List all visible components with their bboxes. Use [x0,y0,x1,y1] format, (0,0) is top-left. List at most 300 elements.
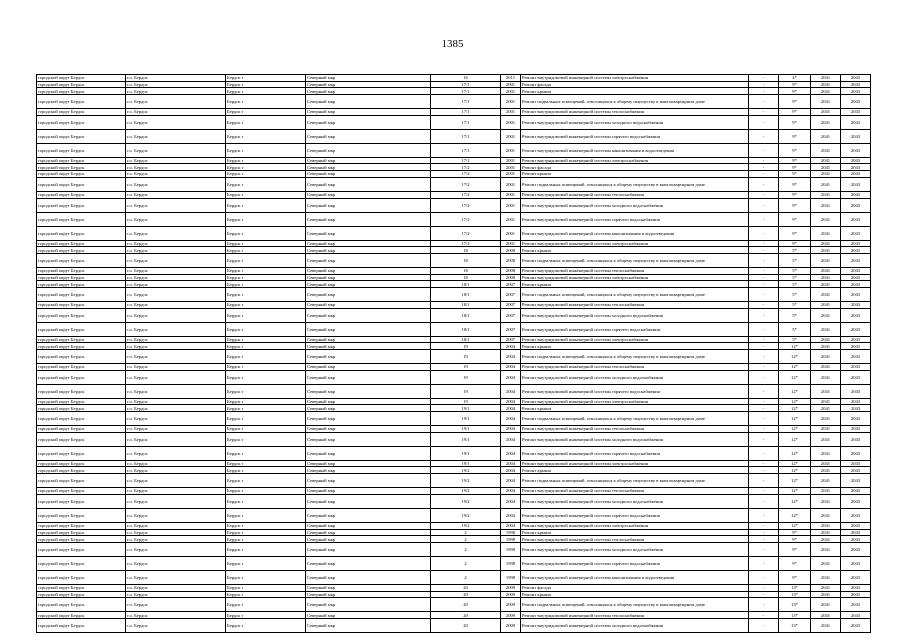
municipality-cell: городской округ Бердск [37,488,126,495]
start-year-cell: 2041 [811,281,841,288]
dash-cell: - [749,529,779,536]
settlement-cell: г.о. Бердск [126,109,226,116]
table-row [37,274,871,281]
dash-cell: - [749,157,779,164]
work-type-cell: Ремонт подвальных помещений, относящихся к общему имуществу в многоквартирном доме [521,350,749,364]
settlement-cell: г.о. Бердск [126,460,226,467]
year-cell: 2001 [501,171,521,178]
street-cell: Северный мкр [306,570,431,584]
house-cell: 2 [431,536,501,543]
city-cell: Бердск г [226,343,306,350]
work-type-cell: Ремонт внутридомовой инженерной системы холодного водоснабжения [521,494,749,508]
end-year-cell: 2043 [841,598,871,612]
settlement-cell: г.о. Бердск [126,253,226,267]
table-row [37,129,871,143]
street-cell: Северный мкр [306,143,431,157]
house-cell: 18 [431,274,501,281]
city-cell: Бердск г [226,398,306,405]
period-cell: 12* [779,446,811,460]
settlement-cell: г.о. Бердск [126,308,226,322]
start-year-cell: 2041 [811,177,841,191]
municipality-cell: городской округ Бердск [37,618,126,632]
house-cell: 19/2 [431,488,501,495]
period-cell: 9* [779,570,811,584]
settlement-cell: г.о. Бердск [126,240,226,247]
city-cell: Бердск г [226,81,306,88]
house-cell: 19/1 [431,460,501,467]
start-year-cell: 2041 [811,536,841,543]
table-row [37,570,871,584]
start-year-cell: 2041 [811,274,841,281]
year-cell: 2008 [501,267,521,274]
table-body [37,75,871,633]
house-cell: 20 [431,584,501,591]
end-year-cell: 2043 [841,177,871,191]
settlement-cell: г.о. Бердск [126,164,226,171]
table-row [37,240,871,247]
house-cell: 2 [431,570,501,584]
table-row [37,81,871,88]
start-year-cell: 2041 [811,364,841,371]
municipality-cell: городской округ Бердск [37,460,126,467]
street-cell: Северный мкр [306,618,431,632]
period-cell: 12* [779,522,811,529]
house-cell: 20 [431,598,501,612]
city-cell: Бердск г [226,522,306,529]
work-type-cell: Ремонт внутридомовой инженерной системы горячего водоснабжения [521,508,749,522]
period-cell: 5* [779,253,811,267]
period-cell: 12* [779,343,811,350]
street-cell: Северный мкр [306,308,431,322]
work-type-cell: Ремонт внутридомовой инженерной системы канализования и водоотведения [521,570,749,584]
work-type-cell: Ремонт внутридомовой инженерной системы холодного водоснабжения [521,308,749,322]
end-year-cell: 2043 [841,287,871,301]
end-year-cell: 2043 [841,253,871,267]
city-cell: Бердск г [226,287,306,301]
house-cell: 19/2 [431,522,501,529]
municipality-cell: городской округ Бердск [37,129,126,143]
street-cell: Северный мкр [306,446,431,460]
city-cell: Бердск г [226,88,306,95]
dash-cell: - [749,542,779,556]
work-type-cell: Ремонт внутридомовой инженерной системы горячего водоснабжения [521,322,749,336]
year-cell: 2004 [501,432,521,446]
dash-cell: - [749,212,779,226]
municipality-cell: городской округ Бердск [37,412,126,426]
dash-cell: - [749,226,779,240]
start-year-cell: 2041 [811,115,841,129]
municipality-cell: городской округ Бердск [37,612,126,619]
dash-cell: - [749,370,779,384]
end-year-cell: 2043 [841,432,871,446]
start-year-cell: 2041 [811,240,841,247]
year-cell: 2004 [501,384,521,398]
settlement-cell: г.о. Бердск [126,426,226,433]
table-row [37,522,871,529]
work-type-cell: Ремонт крыши [521,343,749,350]
start-year-cell: 2041 [811,494,841,508]
dash-cell: - [749,129,779,143]
period-cell: 5* [779,267,811,274]
end-year-cell: 2043 [841,570,871,584]
year-cell: 2004 [501,460,521,467]
end-year-cell: 2043 [841,267,871,274]
work-type-cell: Ремонт внутридомовой инженерной системы теплоснабжения [521,426,749,433]
city-cell: Бердск г [226,618,306,632]
settlement-cell: г.о. Бердск [126,198,226,212]
start-year-cell: 2041 [811,75,841,82]
year-cell: 2001 [501,95,521,109]
table-row [37,143,871,157]
work-type-cell: Ремонт внутридомовой инженерной системы горячего водоснабжения [521,446,749,460]
house-cell: 19 [431,370,501,384]
year-cell: 2004 [501,370,521,384]
work-type-cell: Ремонт подвальных помещений, относящихся к общему имуществу в многоквартирном доме [521,253,749,267]
settlement-cell: г.о. Бердск [126,612,226,619]
street-cell: Северный мкр [306,88,431,95]
table-row [37,398,871,405]
dash-cell: - [749,474,779,488]
start-year-cell: 2041 [811,109,841,116]
table-row [37,343,871,350]
dash-cell: - [749,247,779,254]
start-year-cell: 2041 [811,556,841,570]
work-type-cell: Ремонт внутридомовой инженерной системы теплоснабжения [521,536,749,543]
year-cell: 2001 [501,164,521,171]
municipality-cell: городской округ Бердск [37,198,126,212]
municipality-cell: городской округ Бердск [37,536,126,543]
end-year-cell: 2043 [841,426,871,433]
work-type-cell: Ремонт внутридомовой инженерной системы горячего водоснабжения [521,129,749,143]
street-cell: Северный мкр [306,198,431,212]
dash-cell: - [749,384,779,398]
city-cell: Бердск г [226,474,306,488]
start-year-cell: 2041 [811,95,841,109]
street-cell: Северный мкр [306,584,431,591]
start-year-cell: 2041 [811,618,841,632]
house-cell: 19 [431,343,501,350]
street-cell: Северный мкр [306,253,431,267]
year-cell: 2009 [501,584,521,591]
street-cell: Северный мкр [306,115,431,129]
settlement-cell: г.о. Бердск [126,542,226,556]
street-cell: Северный мкр [306,191,431,198]
work-type-cell: Ремонт внутридомовой инженерной системы теплоснабжения [521,301,749,308]
settlement-cell: г.о. Бердск [126,322,226,336]
house-cell: 19/2 [431,494,501,508]
year-cell: 2004 [501,508,521,522]
start-year-cell: 2041 [811,308,841,322]
settlement-cell: г.о. Бердск [126,570,226,584]
house-cell: 19/1 [431,446,501,460]
year-cell: 2007 [501,336,521,343]
dash-cell: - [749,494,779,508]
table-row [37,267,871,274]
city-cell: Бердск г [226,384,306,398]
dash-cell: - [749,164,779,171]
street-cell: Северный мкр [306,81,431,88]
dash-cell: - [749,522,779,529]
settlement-cell: г.о. Бердск [126,81,226,88]
municipality-cell: городской округ Бердск [37,570,126,584]
table-row [37,281,871,288]
street-cell: Северный мкр [306,129,431,143]
period-cell: 9* [779,556,811,570]
house-cell: 19/2 [431,508,501,522]
start-year-cell: 2041 [811,542,841,556]
city-cell: Бердск г [226,274,306,281]
city-cell: Бердск г [226,129,306,143]
settlement-cell: г.о. Бердск [126,405,226,412]
municipality-cell: городской округ Бердск [37,308,126,322]
settlement-cell: г.о. Бердск [126,157,226,164]
municipality-cell: городской округ Бердск [37,598,126,612]
municipality-cell: городской округ Бердск [37,157,126,164]
house-cell: 18/1 [431,301,501,308]
settlement-cell: г.о. Бердск [126,212,226,226]
end-year-cell: 2043 [841,274,871,281]
dash-cell: - [749,343,779,350]
work-type-cell: Ремонт внутридомовой инженерной системы холодного водоснабжения [521,618,749,632]
start-year-cell: 2041 [811,350,841,364]
dash-cell: - [749,398,779,405]
street-cell: Северный мкр [306,281,431,288]
work-type-cell: Ремонт внутридомовой инженерной системы электроснабжения [521,274,749,281]
settlement-cell: г.о. Бердск [126,364,226,371]
dash-cell: - [749,426,779,433]
year-cell: 2004 [501,522,521,529]
start-year-cell: 2041 [811,522,841,529]
house-cell: 2 [431,529,501,536]
dash-cell: - [749,301,779,308]
city-cell: Бердск г [226,240,306,247]
year-cell: 2004 [501,474,521,488]
city-cell: Бердск г [226,591,306,598]
dash-cell: - [749,488,779,495]
start-year-cell: 2041 [811,212,841,226]
house-cell: 17/1 [431,143,501,157]
municipality-cell: городской округ Бердск [37,212,126,226]
work-type-cell: Ремонт крыши [521,529,749,536]
settlement-cell: г.о. Бердск [126,350,226,364]
work-type-cell: Ремонт крыши [521,281,749,288]
settlement-cell: г.о. Бердск [126,336,226,343]
municipality-cell: городской округ Бердск [37,88,126,95]
municipality-cell: городской округ Бердск [37,336,126,343]
year-cell: 2004 [501,412,521,426]
end-year-cell: 2043 [841,488,871,495]
city-cell: Бердск г [226,612,306,619]
street-cell: Северный мкр [306,226,431,240]
house-cell: 19/2 [431,474,501,488]
work-type-cell: Ремонт внутридомовой инженерной системы электроснабжения [521,398,749,405]
table-row [37,529,871,536]
city-cell: Бердск г [226,350,306,364]
period-cell: 9* [779,157,811,164]
city-cell: Бердск г [226,177,306,191]
year-cell: 2001 [501,81,521,88]
city-cell: Бердск г [226,322,306,336]
settlement-cell: г.о. Бердск [126,281,226,288]
table-row [37,542,871,556]
period-cell: 9* [779,226,811,240]
street-cell: Северный мкр [306,364,431,371]
settlement-cell: г.о. Бердск [126,508,226,522]
street-cell: Северный мкр [306,508,431,522]
table-row [37,405,871,412]
year-cell: 2001 [501,115,521,129]
table-row [37,460,871,467]
year-cell: 2004 [501,343,521,350]
start-year-cell: 2041 [811,267,841,274]
settlement-cell: г.о. Бердск [126,129,226,143]
start-year-cell: 2041 [811,598,841,612]
period-cell: 12* [779,364,811,371]
work-type-cell: Ремонт внутридомовой инженерной системы электроснабжения [521,522,749,529]
settlement-cell: г.о. Бердск [126,115,226,129]
start-year-cell: 2041 [811,426,841,433]
house-cell: 20 [431,612,501,619]
table-row [37,253,871,267]
period-cell: 12* [779,350,811,364]
start-year-cell: 2041 [811,570,841,584]
start-year-cell: 2041 [811,322,841,336]
table-row [37,287,871,301]
period-cell: 12* [779,412,811,426]
end-year-cell: 2043 [841,364,871,371]
house-cell: 18 [431,253,501,267]
work-type-cell: Ремонт подвальных помещений, относящихся к общему имуществу в многоквартирном доме [521,474,749,488]
dash-cell: - [749,143,779,157]
city-cell: Бердск г [226,212,306,226]
start-year-cell: 2041 [811,529,841,536]
year-cell: 2004 [501,350,521,364]
year-cell: 2004 [501,398,521,405]
work-type-cell: Ремонт подвальных помещений, относящихся к общему имуществу в многоквартирном доме [521,412,749,426]
year-cell: 2004 [501,467,521,474]
period-cell: 9* [779,212,811,226]
year-cell: 2009 [501,598,521,612]
city-cell: Бердск г [226,598,306,612]
period-cell: 9* [779,109,811,116]
start-year-cell: 2041 [811,398,841,405]
house-cell: 16 [431,75,501,82]
settlement-cell: г.о. Бердск [126,618,226,632]
dash-cell: - [749,287,779,301]
work-type-cell: Ремонт подвальных помещений, относящихся к общему имуществу в многоквартирном доме [521,598,749,612]
street-cell: Северный мкр [306,177,431,191]
municipality-cell: городской округ Бердск [37,253,126,267]
dash-cell: - [749,253,779,267]
end-year-cell: 2043 [841,240,871,247]
city-cell: Бердск г [226,460,306,467]
city-cell: Бердск г [226,253,306,267]
table-row [37,212,871,226]
period-cell: 9* [779,171,811,178]
dash-cell: - [749,618,779,632]
start-year-cell: 2041 [811,81,841,88]
house-cell: 18/1 [431,287,501,301]
street-cell: Северный мкр [306,287,431,301]
municipality-cell: городской округ Бердск [37,405,126,412]
work-type-cell: Ремонт крыши [521,405,749,412]
work-type-cell: Ремонт фасада [521,164,749,171]
start-year-cell: 2041 [811,301,841,308]
settlement-cell: г.о. Бердск [126,343,226,350]
start-year-cell: 2041 [811,488,841,495]
end-year-cell: 2043 [841,542,871,556]
settlement-cell: г.о. Бердск [126,412,226,426]
municipality-cell: городской округ Бердск [37,109,126,116]
dash-cell: - [749,446,779,460]
period-cell: 9* [779,129,811,143]
house-cell: 17/1 [431,109,501,116]
table-row [37,164,871,171]
municipality-cell: городской округ Бердск [37,350,126,364]
dash-cell: - [749,570,779,584]
municipality-cell: городской округ Бердск [37,247,126,254]
settlement-cell: г.о. Бердск [126,301,226,308]
work-type-cell: Ремонт крыши [521,467,749,474]
settlement-cell: г.о. Бердск [126,556,226,570]
city-cell: Бердск г [226,164,306,171]
settlement-cell: г.о. Бердск [126,75,226,82]
dash-cell: - [749,508,779,522]
work-type-cell: Ремонт внутридомовой инженерной системы канализования и водоотведения [521,226,749,240]
work-type-cell: Ремонт внутридомовой инженерной системы электроснабжения [521,157,749,164]
house-cell: 18 [431,267,501,274]
city-cell: Бердск г [226,488,306,495]
work-type-cell: Ремонт внутридомовой инженерной системы электроснабжения [521,336,749,343]
house-cell: 19 [431,398,501,405]
house-cell: 19/2 [431,467,501,474]
settlement-cell: г.о. Бердск [126,522,226,529]
city-cell: Бердск г [226,267,306,274]
municipality-cell: городской округ Бердск [37,508,126,522]
end-year-cell: 2043 [841,494,871,508]
work-type-cell: Ремонт крыши [521,247,749,254]
table-row [37,75,871,82]
start-year-cell: 2041 [811,474,841,488]
street-cell: Северный мкр [306,247,431,254]
table-row [37,115,871,129]
work-type-cell: Ремонт внутридомовой инженерной системы холодного водоснабжения [521,115,749,129]
end-year-cell: 2043 [841,95,871,109]
settlement-cell: г.о. Бердск [126,384,226,398]
year-cell: 2007 [501,308,521,322]
table-row [37,350,871,364]
settlement-cell: г.о. Бердск [126,494,226,508]
start-year-cell: 2041 [811,412,841,426]
dash-cell: - [749,405,779,412]
end-year-cell: 2043 [841,143,871,157]
period-cell: 5* [779,287,811,301]
settlement-cell: г.о. Бердск [126,370,226,384]
work-type-cell: Ремонт крыши [521,88,749,95]
works-registry-table [36,74,871,633]
city-cell: Бердск г [226,467,306,474]
table-row [37,426,871,433]
street-cell: Северный мкр [306,494,431,508]
dash-cell: - [749,322,779,336]
municipality-cell: городской округ Бердск [37,522,126,529]
house-cell: 18/1 [431,322,501,336]
house-cell: 17/2 [431,226,501,240]
start-year-cell: 2041 [811,508,841,522]
city-cell: Бердск г [226,301,306,308]
year-cell: 2007 [501,287,521,301]
settlement-cell: г.о. Бердск [126,446,226,460]
